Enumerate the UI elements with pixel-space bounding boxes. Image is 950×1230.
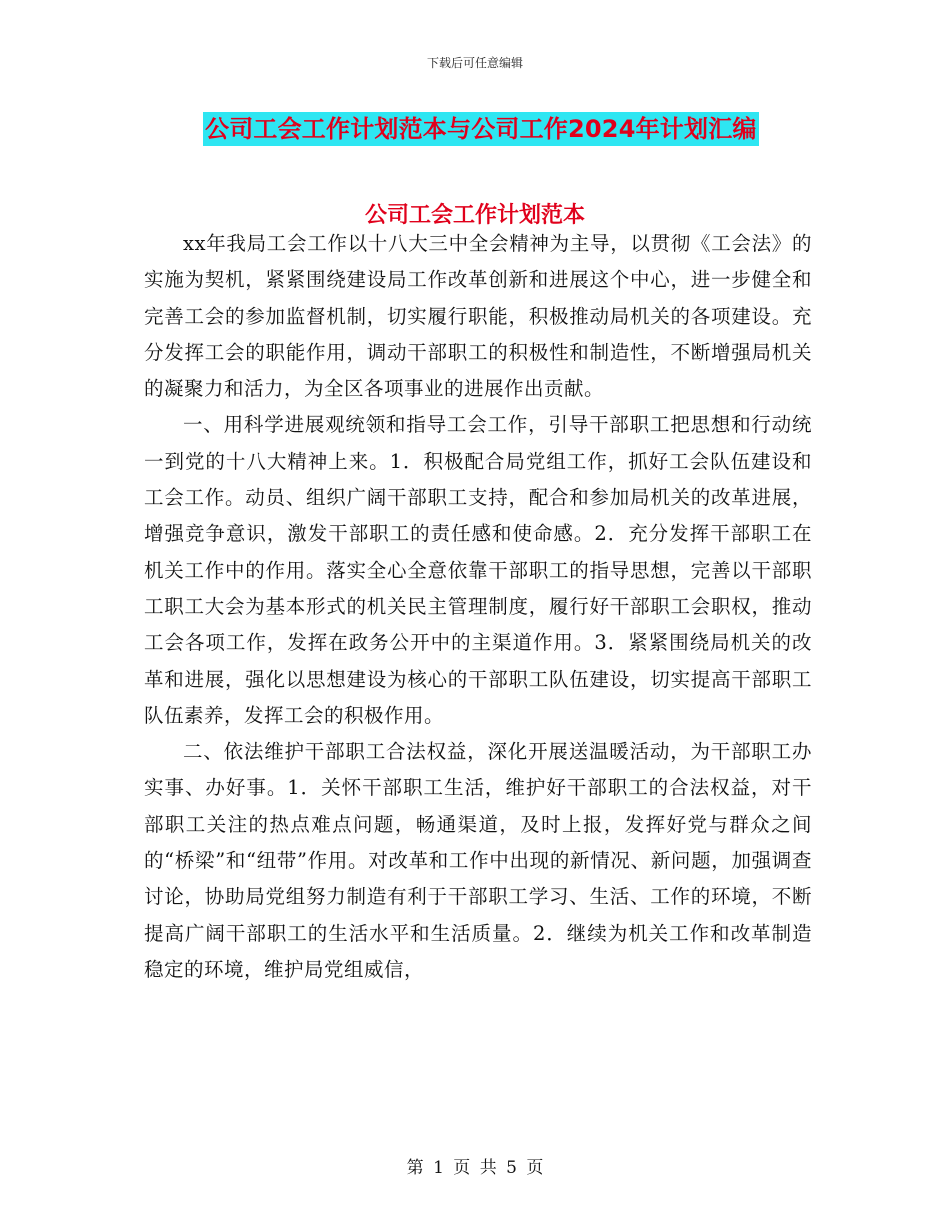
- main-title: 公司工会工作计划范本与公司工作2024年计划汇编: [203, 112, 759, 146]
- paragraph: 二、依法维护干部职工合法权益，深化开展送温暖活动，为干部职工办实事、办好事。1．关怀干部职工生活，维护好干部职工的合法权益，对干部职工关注的热点难点问题，畅通渠道，及时上报，发挥好党与群众之间的“桥梁”和“纽带”作用。对改革和工作中出现的新情况、新问题，加强调查讨论，协助局党组努力制造有利于干部职工学习、生活、工作的环境，不断提高广阔干部职工的生活水平和生活质量。2．继续为机关工作和改革制造稳定的环境，维护局党组威信，: [144, 740, 812, 981]
- paragraph: 一、用科学进展观统领和指导工会工作，引导干部职工把思想和行动统一到党的十八大精神上来。1．积极配合局党组工作，抓好工会队伍建设和工会工作。动员、组织广阔干部职工支持，配合和参加局机关的改革进展，增强竞争意识，激发干部职工的责任感和使命感。2．充分发挥干部职工在机关工作中的作用。落实全心全意依靠干部职工的指导思想，完善以干部职工职工大会为基本形式的机关民主管理制度，履行好干部职工会职权，推动工会各项工作，发挥在政务公开中的主渠道作用。3．紧紧围绕局机关的改革和进展，强化以思想建设为核心的干部职工队伍建设，切实提高干部职工队伍素养，发挥工会的积极作用。: [144, 413, 812, 727]
- header-note: 下载后可任意编辑: [426, 56, 523, 70]
- body-text: [144, 226, 812, 988]
- paragraph: xx年我局工会工作以十八大三中全会精神为主导，以贯彻《工会法》的实施为契机，紧紧围绕建设局工作改革创新和进展这个中心，进一步健全和完善工会的参加监督机制，切实履行职能，积极推动局机关的各项建设。充分发挥工会的职能作用，调动干部职工的积极性和制造性，不断增强局机关的凝聚力和活力，为全区各项事业的进展作出贡献。: [144, 232, 812, 401]
- section-title: 公司工会工作计划范本: [364, 203, 585, 228]
- page-number: 第 1 页 共 5 页: [406, 1158, 544, 1178]
